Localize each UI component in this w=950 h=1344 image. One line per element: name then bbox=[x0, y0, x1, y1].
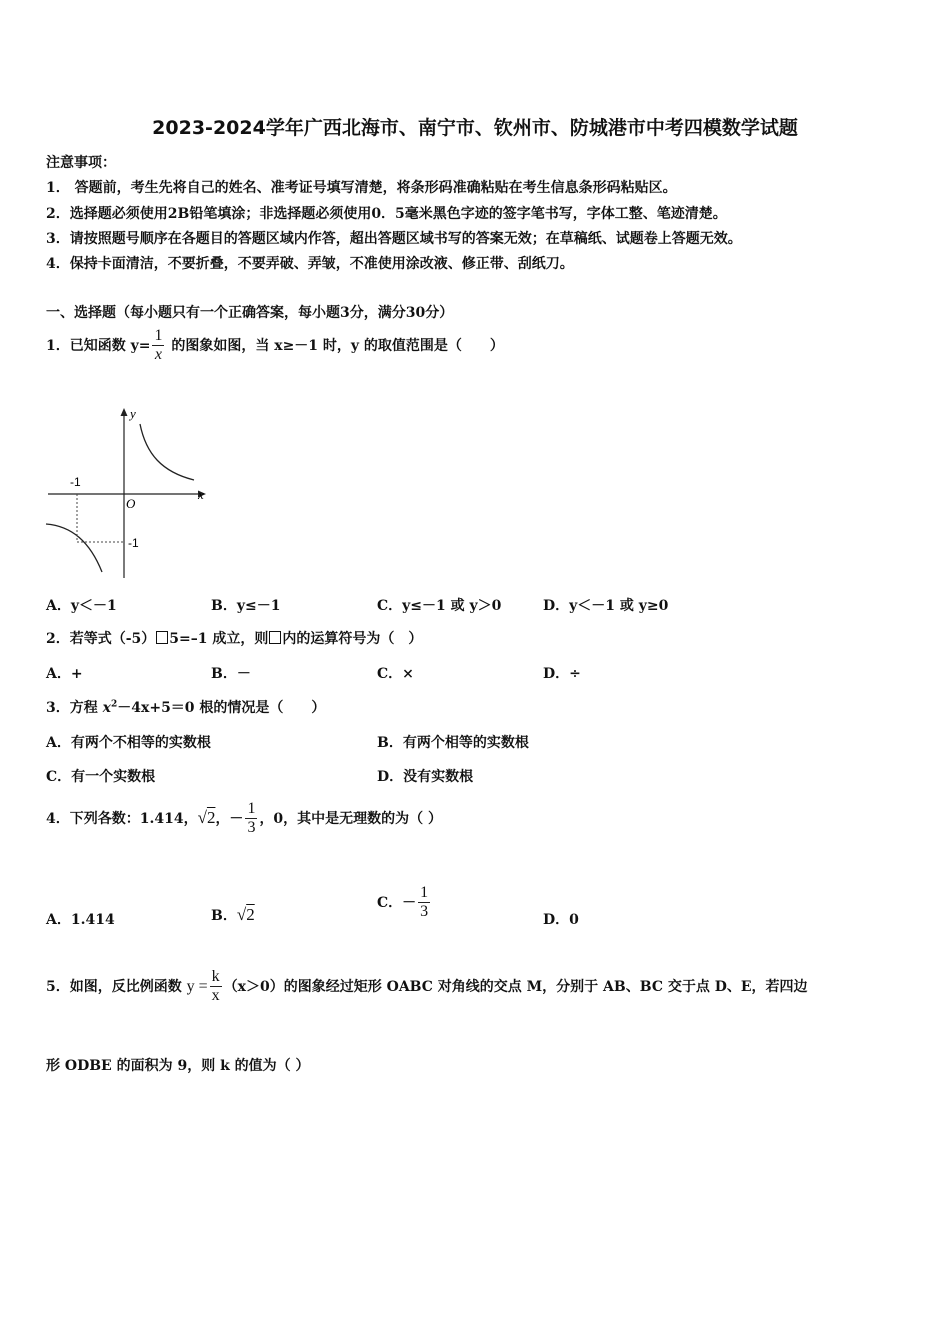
x-axis-label: x bbox=[198, 487, 204, 502]
reciprocal-function-graph bbox=[44, 402, 212, 582]
fraction-1-over-3: $\frac{1}{3}$ bbox=[247, 800, 256, 837]
q1-option-a[interactable]: A．y＜－1 bbox=[46, 598, 117, 614]
y-axis-label: y bbox=[130, 406, 136, 421]
q1-option-b[interactable]: B．y≤－1 bbox=[211, 598, 281, 614]
q2-option-a[interactable]: A．+ bbox=[46, 666, 83, 682]
q2-option-c[interactable]: C．× bbox=[377, 666, 414, 682]
fraction-k-over-x: $\frac{k}{x}$ bbox=[211, 968, 220, 1005]
curve-branch-negative bbox=[46, 524, 102, 572]
q1-option-d[interactable]: D．y＜－1 或 y≥0 bbox=[543, 598, 669, 614]
section-heading: 一、选择题（每小题只有一个正确答案，每小题3分，满分30分） bbox=[46, 305, 454, 321]
question-1-suffix: 的图象如图，当 x≥－1 时，y 的取值范围是（ ） bbox=[166, 337, 504, 354]
variable-x: x bbox=[102, 700, 111, 716]
question-5-line2: 形 ODBE 的面积为 9，则 k 的值为（ ） bbox=[46, 1058, 310, 1074]
question-4-mid: ，－ bbox=[215, 810, 244, 827]
question-5-suffix: （x＞0）的图象经过矩形 OABC 对角线的交点 M，分别于 AB、BC 交于点 D、E，若四边 bbox=[223, 978, 808, 995]
sqrt-2: √2 bbox=[197, 807, 216, 827]
notice-item-4: 4．保持卡面清洁，不要折叠，不要弄破、弄皱，不准使用涂改液、修正带、刮纸刀。 bbox=[46, 256, 574, 272]
question-5-prefix: 5．如图，反比例函数 bbox=[46, 978, 187, 995]
q1-option-c[interactable]: C．y≤－1 或 y＞0 bbox=[377, 598, 502, 614]
exponent: 2 bbox=[110, 699, 118, 710]
q4-option-d[interactable]: D．0 bbox=[543, 912, 579, 928]
tick-x-neg1: -1 bbox=[70, 475, 81, 489]
question-4-suffix: ，0，其中是无理数的为（ ） bbox=[259, 810, 443, 827]
question-4 bbox=[46, 800, 442, 838]
q4-option-c-label: C．－ bbox=[377, 894, 417, 911]
notice-item-2: 2．选择题必须使用2B铅笔填涂；非选择题必须使用0．5毫米黑色字迹的签字笔书写，字体工整、笔迹清楚。 bbox=[46, 206, 727, 222]
q4-option-c[interactable] bbox=[377, 884, 432, 922]
curve-branch-positive bbox=[140, 424, 194, 480]
question-1-prefix: 1．已知函数 y= bbox=[46, 337, 151, 354]
blank-box bbox=[269, 631, 281, 644]
sqrt-2: √2 bbox=[236, 905, 255, 924]
q3-option-b[interactable]: B．有两个相等的实数根 bbox=[377, 735, 529, 751]
notice-heading: 注意事项： bbox=[46, 155, 116, 171]
question-2-suffix: 5=–1 成立，则 bbox=[169, 631, 269, 647]
q3-option-d[interactable]: D．没有实数根 bbox=[377, 769, 474, 785]
function-lhs: y = bbox=[186, 977, 208, 995]
q4-option-b[interactable] bbox=[211, 905, 255, 925]
fraction-1-over-3: $\frac{1}{3}$ bbox=[420, 884, 429, 921]
q4-option-a[interactable]: A．1.414 bbox=[46, 912, 115, 928]
q4-option-b-label: B． bbox=[211, 908, 237, 924]
notice-item-1: 1． 答题前，考生先将自己的姓名、准考证号填写清楚，将条形码准确粘贴在考生信息条形码粘贴区。 bbox=[46, 180, 677, 196]
question-1 bbox=[46, 327, 504, 365]
question-4-prefix: 4．下列各数：1.414， bbox=[46, 810, 198, 827]
q3-option-c[interactable]: C．有一个实数根 bbox=[46, 769, 156, 785]
blank-box bbox=[156, 631, 168, 644]
notice-item-3: 3．请按照题号顺序在各题目的答题区域内作答，超出答题区域书写的答案无效；在草稿纸、试题卷上答题无效。 bbox=[46, 231, 742, 247]
origin-label: O bbox=[126, 496, 136, 511]
question-3 bbox=[46, 697, 325, 717]
fraction-1-over-x: $\frac{1}{x}$ bbox=[154, 327, 163, 364]
page-title: 2023-2024学年广西北海市、南宁市、钦州市、防城港市中考四模数学试题 bbox=[152, 117, 798, 139]
tick-y-neg1: -1 bbox=[128, 536, 139, 550]
question-2-suffix2: 内的运算符号为（ ） bbox=[282, 631, 423, 647]
question-2 bbox=[46, 628, 422, 648]
question-2-prefix: 2．若等式（-5） bbox=[46, 631, 156, 647]
q2-option-b[interactable]: B．－ bbox=[211, 666, 251, 682]
q2-option-d[interactable]: D．÷ bbox=[543, 666, 581, 682]
q3-option-a[interactable]: A．有两个不相等的实数根 bbox=[46, 735, 211, 751]
question-3-suffix: －4x+5＝0 根的情况是（ ） bbox=[117, 700, 326, 716]
question-5 bbox=[46, 968, 808, 1006]
y-axis-arrow bbox=[121, 408, 128, 416]
question-3-prefix: 3．方程 bbox=[46, 700, 103, 716]
